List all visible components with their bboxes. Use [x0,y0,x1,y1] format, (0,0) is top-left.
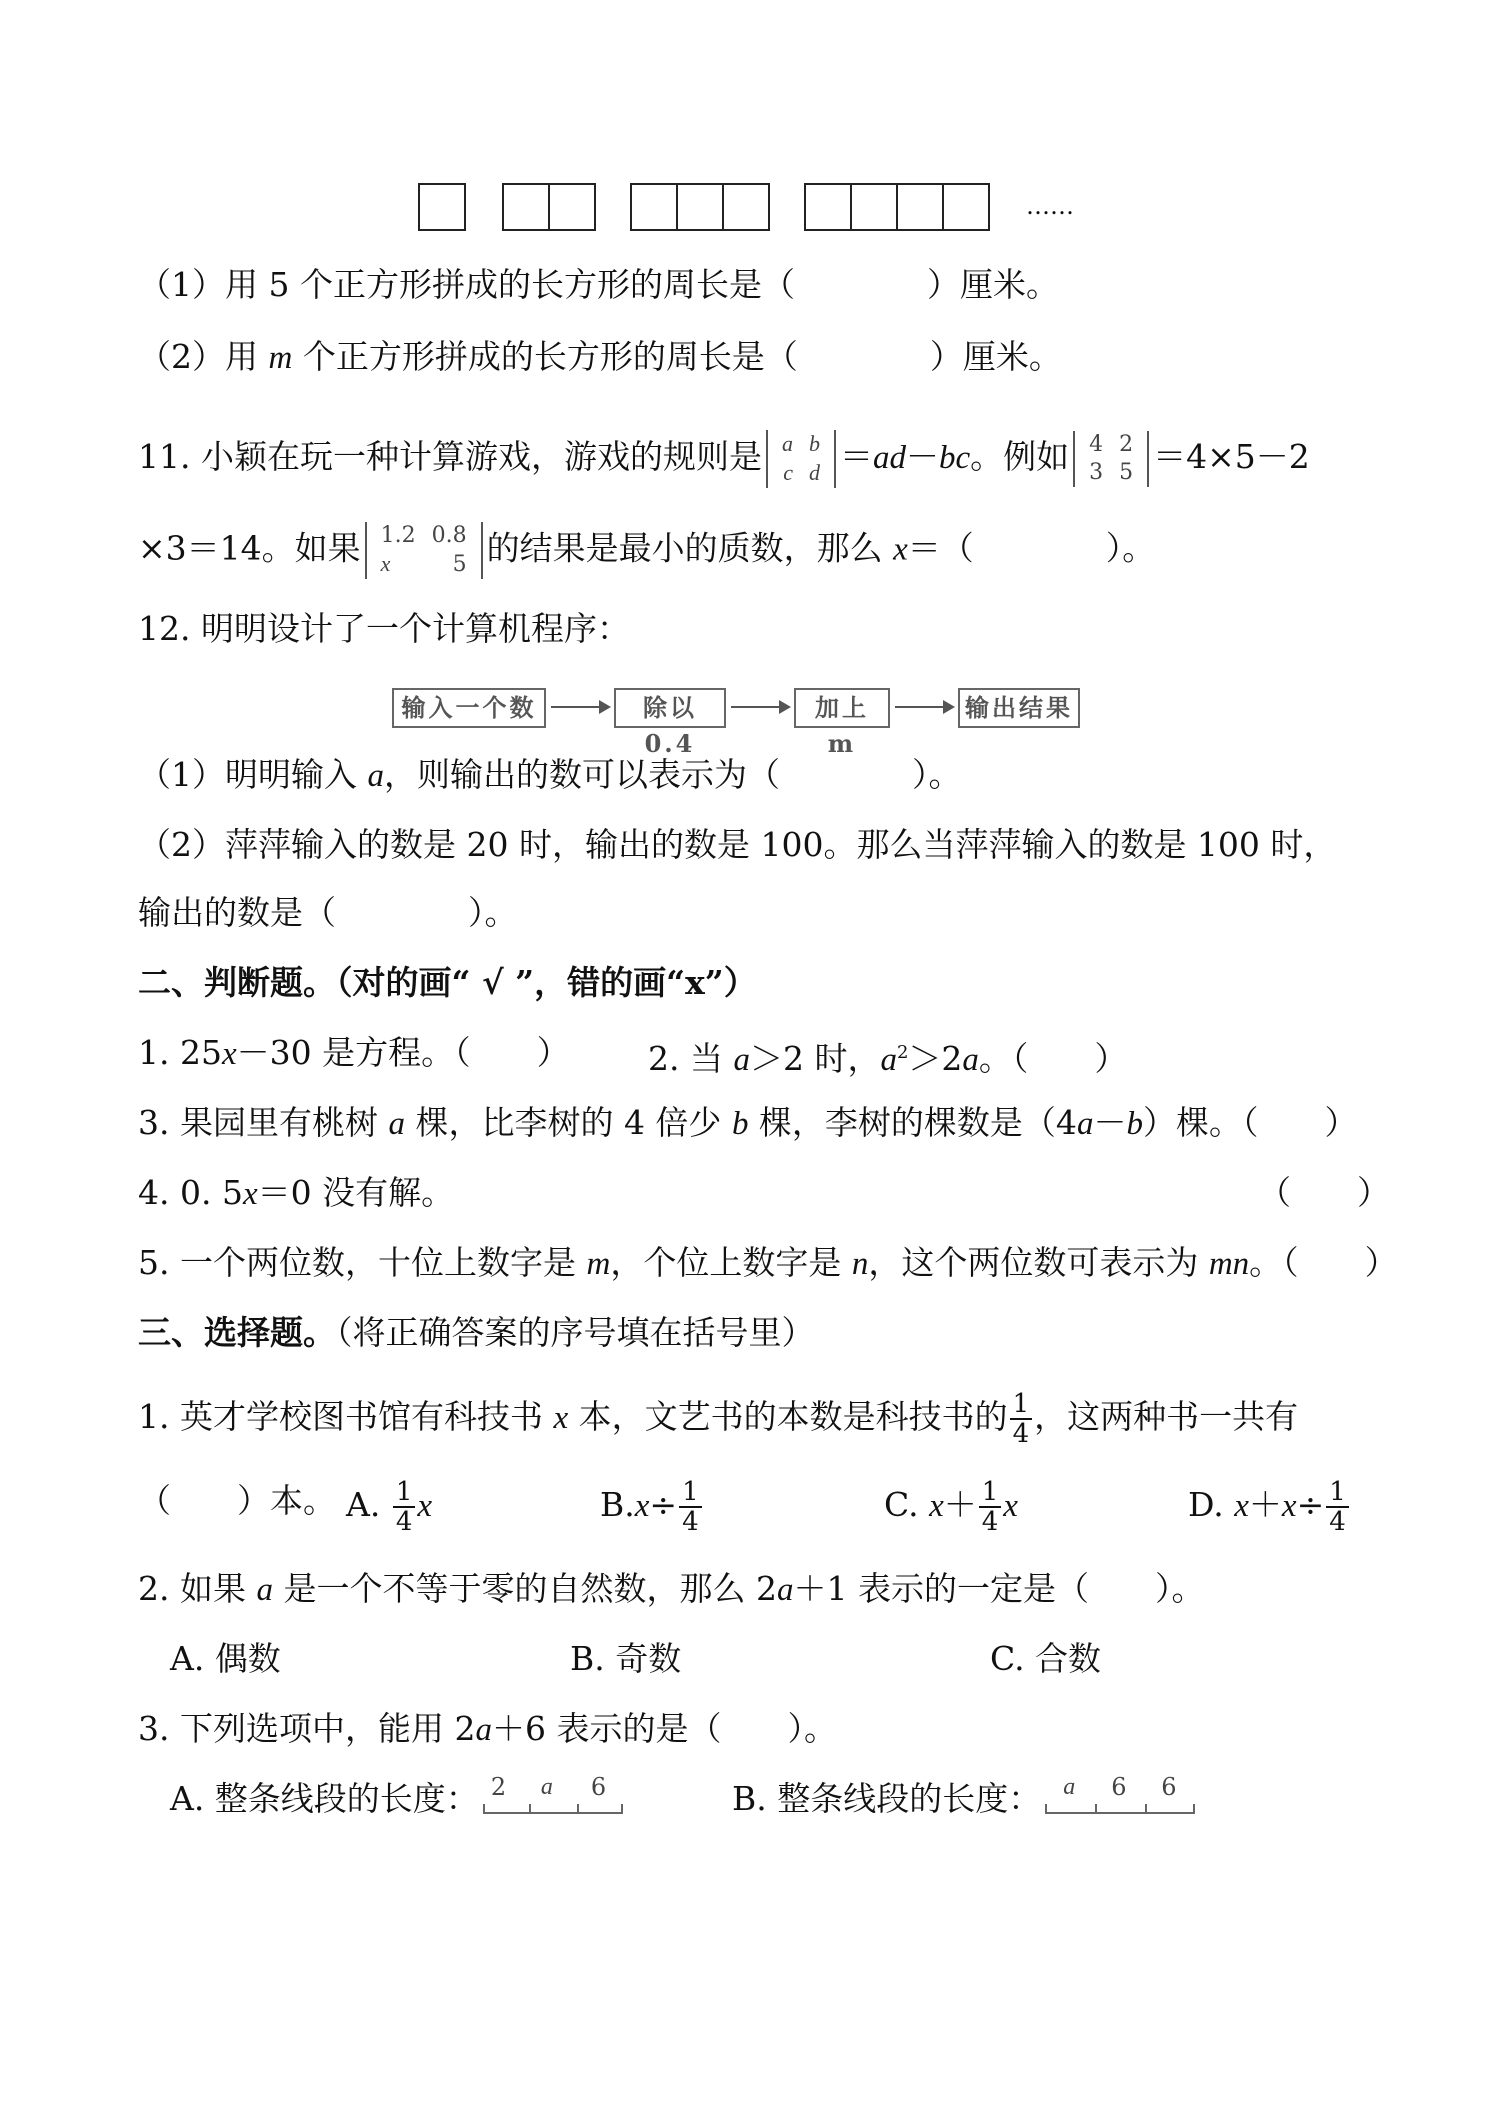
s3-q1-line1: 1. 英才学校图书馆有科技书 x 本，文艺书的本数是科技书的 $\frac{1}{4}$ ，这两种书一共有 [138,1389,1299,1449]
s2-item4: 4. 0. 5x＝0 没有解。 [138,1173,455,1212]
flow-arrow-3 [895,706,953,708]
determinant-question: 1.2 0.8 x 5 [365,522,483,579]
s3-q3: 3. 下列选项中，能用 2a＋6 表示的是（ ）。 [138,1709,837,1748]
square-4d [942,183,990,231]
squares-ellipsis: …… [1026,192,1074,220]
square-3b [676,183,724,231]
square-1 [418,183,466,231]
square-4b [850,183,898,231]
s2-item4-bracket: （ ） [1258,1173,1390,1212]
s3-q1-line2: （ ）本。 [138,1481,336,1520]
fraction-one-quarter: $\frac{1}{4}$ [1010,1390,1033,1448]
flow-arrow-1 [551,706,609,708]
q12-part2: （2）萍萍输入的数是 20 时，输出的数是 100。那么当萍萍输入的数是 100 时， [138,825,1337,864]
s3-q2-option-b: B. 奇数 [570,1639,682,1678]
determinant-example: 4 2 3 5 [1073,431,1149,487]
s3-q1-option-c: C. x＋ $\frac{1}{4}$ x [884,1477,1018,1537]
segment-diagram-b: a 6 6 [1045,1784,1195,1818]
q12-part2-cont: 输出的数是（ ）。 [138,893,518,932]
flow-step-input: 输入一个数 [392,688,546,728]
s2-item1: 1. 25x－30 是方程。（ ） [138,1033,570,1072]
q11-line2: ×3＝14。如果 1.2 0.8 x 5 的结果是最小的质数，那么 x＝（ ）。 [138,522,1155,579]
q10-part1: （1）用 5 个正方形拼成的长方形的周长是（ ）厘米。 [138,265,1059,304]
s3-q1-option-b: B.x÷ $\frac{1}{4}$ [600,1478,704,1536]
section3-title: 三、选择题。（将正确答案的序号填在括号里） [138,1313,815,1352]
square-3c [722,183,770,231]
square-3a [630,183,678,231]
flow-step-divide: 除以 0.4 [614,688,726,728]
s2-item3: 3. 果园里有桃树 a 棵，比李树的 4 倍少 b 棵，李树的棵数是（4a－b）棵。（ ） [138,1103,1358,1142]
q12-part1: （1）明明输入 a，则输出的数可以表示为（ ）。 [138,755,962,794]
section2-title: 二、判断题。（对的画“ √ ”，错的画“x”） [138,963,757,1002]
q11-line1: 11. 小颖在玩一种计算游戏，游戏的规则是 a b c d ＝ad－bc。例如 4 2 3 5 ＝4×5－2 [138,430,1310,488]
s3-q3-option-b: B. 整条线段的长度： a 6 6 [732,1776,1195,1822]
s3-q1-option-a: A. $\frac{1}{4}$ x [346,1477,433,1537]
segment-diagram-a: 2 a 6 [483,1784,623,1818]
s3-q2-option-a: A. 偶数 [170,1639,281,1678]
s2-item2: 2. 当 a＞2 时，$a^2>2a$。（ ） [648,1039,1128,1078]
flow-arrow-2 [731,706,789,708]
flow-step-add: 加上 m [794,688,890,728]
flow-step-output: 输出结果 [958,688,1080,728]
square-4a [804,183,852,231]
s3-q2-option-c: C. 合数 [990,1639,1102,1678]
square-2a [502,183,550,231]
q12-title: 12. 明明设计了一个计算机程序： [138,609,630,648]
q10-part2: （2）用 m 个正方形拼成的长方形的周长是（ ）厘米。 [138,337,1062,376]
square-4c [896,183,944,231]
s3-q2: 2. 如果 a 是一个不等于零的自然数，那么 2a＋1 表示的一定是（ ）。 [138,1569,1205,1608]
determinant-general: a b c d [766,430,836,488]
s3-q1-option-d: D. x＋x÷ $\frac{1}{4}$ [1188,1478,1351,1536]
square-2b [548,183,596,231]
s2-item5: 5. 一个两位数，十位上数字是 m，个位上数字是 n，这个两位数可表示为 mn。（ ） [138,1243,1398,1282]
s3-q3-option-a: A. 整条线段的长度： 2 a 6 [170,1776,623,1822]
